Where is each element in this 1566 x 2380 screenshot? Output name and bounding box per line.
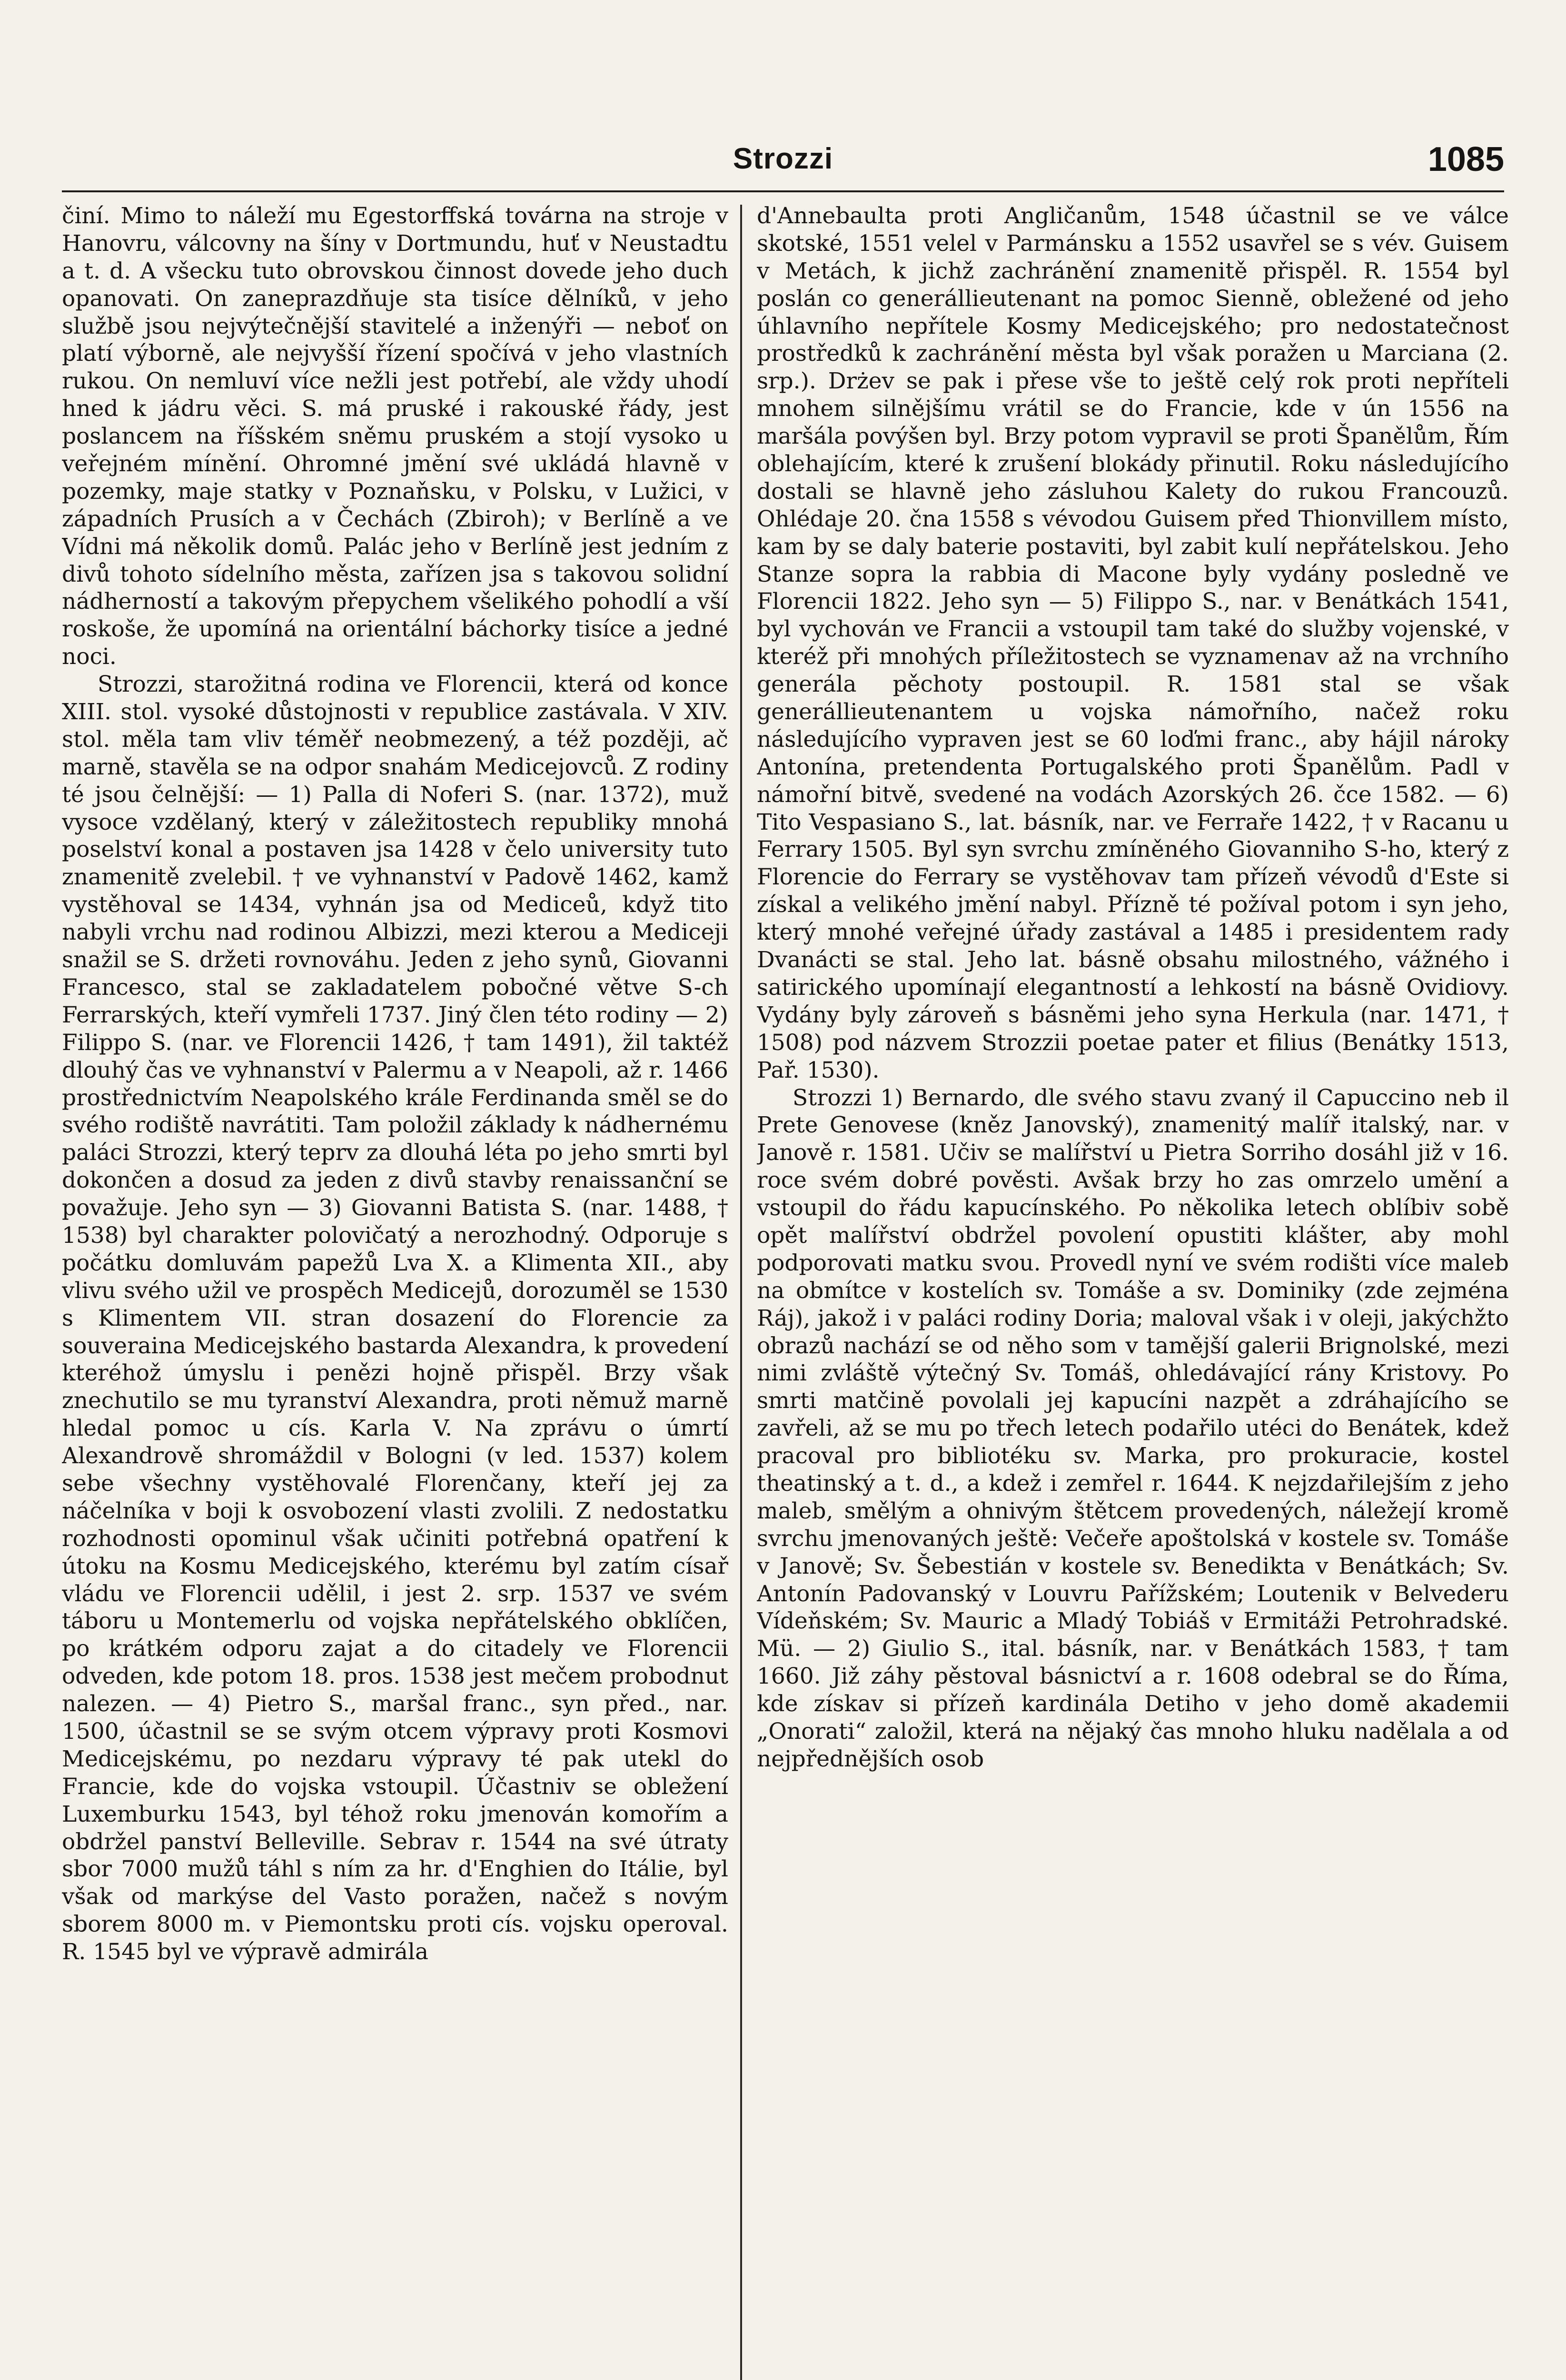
column-divider: [740, 205, 742, 2380]
left-column: [62, 202, 728, 2380]
left-paragraph-2: Strozzi, starožitná rodina ve Florencii, která od konce XIII. stol. vysoké důstojnosti v republice zastávala. V XIV. stol. měla tam vliv téměř neobmezený, a též později, ač marně, stavěla se na odpor snahám Medicejovců. Z rodiny té jsou čelnější: — 1) Palla di Noferi S. (nar. 1372), muž vysoce vzdělaný, který v záležitostech republiky mnohá poselství konal a postaven jsa 1428 v čelo university tuto znamenitě zvelebil. † ve vyhnanství v Padově 1462, kamž vystěhoval se 1434, vyhnán jsa od Mediceů, když tito nabyli vrchu nad rodinou Albizzi, mezi kterou a Mediceji snažil se S. držeti rovnováhu. Jeden z jeho synů, Giovanni Francesco, stal se zakladatelem pobočné větve S-ch Ferrarských, kteří vymřeli 1737. Jiný člen této rodiny — 2) Filippo S. (nar. ve Florencii 1426, † tam 1491), žil taktéž dlouhý čas ve vyhnanství v Palermu a v Neapoli, až r. 1466 prostřednictvím Neapolského krále Ferdinanda směl se do svého rodiště navrátiti. Tam položil základy k nádhernému paláci Strozzi, který teprv za dlouhá léta po jeho smrti byl dokončen a dosud za jeden z divů stavby renaissanční se považuje. Jeho syn — 3) Giovanni Batista S. (nar. 1488, † 1538) byl charakter polovičatý a nerozhodný. Odporuje s počátku domluvám papežů Lva X. a Klimenta XII., aby vlivu svého užil ve prospěch Medicejů, dorozuměl se 1530 s Klimentem VII. stran dosazení do Florencie za souveraina Medicejského bastarda Alexandra, k provedení kteréhož úmyslu i penězi hojně přispěl. Brzy však znechutilo se mu tyranství Alexandra, proti němuž marně hledal pomoc u cís. Karla V. Na zprávu o úmrtí Alexandrově shromáždil v Bologni (v led. 1537) kolem sebe všechny vystěhovalé Florenčany, kteří jej za náčelníka v boji k osvobození vlasti zvolili. Z nedostatku rozhodnosti opominul však učiniti potřebná opatření k útoku na Kosmu Medicejského, kterému byl zatím císař vládu ve Florencii udělil, i jest 2. srp. 1537 ve svém táboru u Montemerlu od vojska nepřátelského obklíčen, po krátkém odporu zajat a do citadely ve Florencii odveden, kde potom 18. pros. 1538 jest mečem probodnut nalezen. — 4) Pietro S., maršal franc., syn před., nar. 1500, účastnil se se svým otcem výpravy proti Kosmovi Medicejskému, po nezdaru výpravy té pak utekl do Francie, kde do vojska vstoupil. Účastniv se obležení Luxemburku 1543, byl téhož roku jmenován komořím a obdržel panství Belleville. Sebrav r. 1544 na své útraty sbor 7000 mužů táhl s ním za hr. d'Enghien do Itálie, byl však od markýse del Vasto poražen, načež s novým sborem 8000 m. v Piemontsku proti cís. vojsku operoval. R. 1545 byl ve výpravě admirála: [62, 671, 728, 1965]
left-paragraph-1: činí. Mimo to náleží mu Egestorffská továrna na stroje v Hanovru, válcovny na šíny v Dortmundu, huť v Neustadtu a t. d. A všecku tuto obrovskou činnost dovede jeho duch opanovati. On zaneprazdňuje sta tisíce dělníků, v jeho službě jsou nejvýtečnější stavitelé a inženýři — neboť on platí výborně, ale nejvyšší řízení spočívá v jeho vlastních rukou. On nemluví více nežli jest potřebí, ale vždy uhodí hned k jádru věci. S. má pruské i rakouské řády, jest poslancem na říšském sněmu pruském a stojí vysoko u veřejném mínění. Ohromné jmění své ukládá hlavně v pozemky, maje statky v Poznaňsku, v Polsku, v Lužici, v západních Prusích a v Čechách (Zbiroh); v Berlíně a ve Vídni má několik domů. Palác jeho v Berlíně jest jedním z divů tohoto sídelního města, zařízen jsa s takovou solidní nádherností a takovým přepychem všelikého pohodlí a vší roskoše, že upomíná na orientální báchorky tisíce a jedné noci.: [62, 203, 728, 670]
page-number: 1085: [1427, 140, 1504, 178]
page-header: [62, 129, 1504, 192]
right-column: [757, 202, 1509, 2380]
right-paragraph-1: d'Annebaulta proti Angličanům, 1548 účastnil se ve válce skotské, 1551 velel v Parmánsku a 1552 usavřel se s vév. Guisem v Metách, k jichž zachránění znamenitě přispěl. R. 1554 byl poslán co generállieutenant na pomoc Sienně, obležené od jeho úhlavního nepřítele Kosmy Medicejského; pro nedostatečnost prostředků k zachránění města byl však poražen u Marciana (2. srp.). Drżev se pak i přese vše to ještě celý rok proti nepříteli mnohem silnějšímu vrátil se do Francie, kde v ún 1556 na maršála povýšen byl. Brzy potom vypravil se proti Španělům, Řím oblehajícím, které k zrušení blokády přinutil. Roku následujícího dostali se hlavně jeho zásluhou Kalety do rukou Francouzů. Ohlédaje 20. čna 1558 s vévodou Guisem před Thionvillem místo, kam by se daly baterie postaviti, byl zabit kulí nepřátelskou. Jeho Stanze sopra la rabbia di Macone byly vydány posledně ve Florencii 1822. Jeho syn — 5) Filippo S., nar. v Benátkách 1541, byl vychován ve Francii a vstoupil tam také do služby vojenské, v kteréž při mnohých příležitostech se vyznamenav až na vrchního generála pěchoty postoupil. R. 1581 stal se však generállieutenantem u vojska námořního, načež roku následujícího vypraven jest se 60 loďmi franc., aby hájil nároky Antonína, pretendenta Portugalského proti Španělům. Padl v námořní bitvě, svedené na vodách Azorských 26. čce 1582. — 6) Tito Vespasiano S., lat. básník, nar. ve Ferraře 1422, † v Racanu u Ferrary 1505. Byl syn svrchu zmíněného Giovanniho S-ho, který z Florencie do Ferrary se vystěhovav tam přízeň vévodů d'Este si získal a velikého jmění nabyl. Přízně té požíval potom i syn jeho, který mnohé veřejné úřady zastával a 1485 i presidentem rady Dvanácti se stal. Jeho lat. básně obsahu milostného, vážného i satirického upomínají elegantností a lehkostí na básně Ovidiovy. Vydány byly zároveň s básněmi jeho syna Herkula (nar. 1471, † 1508) pod názvem Strozzii poetae pater et filius (Benátky 1513, Pař. 1530).: [757, 203, 1509, 1083]
right-paragraph-2: Strozzi 1) Bernardo, dle svého stavu zvaný il Capuccino neb il Prete Genovese (kněz Janovský), znamenitý malíř italský, nar. v Janově r. 1581. Učiv se malířství u Pietra Sorriho dosáhl již v 16. roce svém dobré pověsti. Avšak brzy ho zas omrzelo umění a vstoupil do řádu kapucínského. Po několika letech oblíbiv sobě opět malířství obdržel povolení opustiti klášter, aby mohl podporovati matku svou. Provedl nyní ve svém rodišti více maleb na obmítce v kostelích sv. Tomáše a sv. Dominiky (zde zejména Ráj), jakož i v paláci rodiny Doria; maloval však i v oleji, jakýchžto obrazů nachází se od něho som v tamější galerii Brignolské, mezi nimi zvláště výtečný Sv. Tomáš, ohledávající rány Kristovy. Po smrti matčině povolali jej kapucíni nazpět a zdráhajícího se zavřeli, až se mu po třech letech podařilo utéci do Benátek, kdež pracoval pro bibliotéku sv. Marka, pro prokuracie, kostel theatinský a t. d., a kdež i zemřel r. 1644. K nejzdařilejším z jeho maleb, smělým a ohnivým štětcem provedených, náležejí kromě svrchu jmenovaných ještě: Večeře apoštolská v kostele sv. Tomáše v Janově; Sv. Šebestián v kostele sv. Benedikta v Benátkách; Sv. Antonín Padovanský v Louvru Pařížském; Loutenik v Belvederu Vídeňském; Sv. Mauric a Mladý Tobiáš v Ermitáži Petrohradské. Mü. — 2) Giulio S., ital. básník, nar. v Benátkách 1583, † tam 1660. Již záhy pěstoval básnictví a r. 1608 odebral se do Říma, kde získav si přízeň kardinála Detiho v jeho domě akademii „Onorati“ založil, která na nějaký čas mnoho hluku nadělala a od nejpřednějších osob: [757, 1084, 1509, 1772]
running-head-title: Strozzi: [733, 142, 833, 175]
